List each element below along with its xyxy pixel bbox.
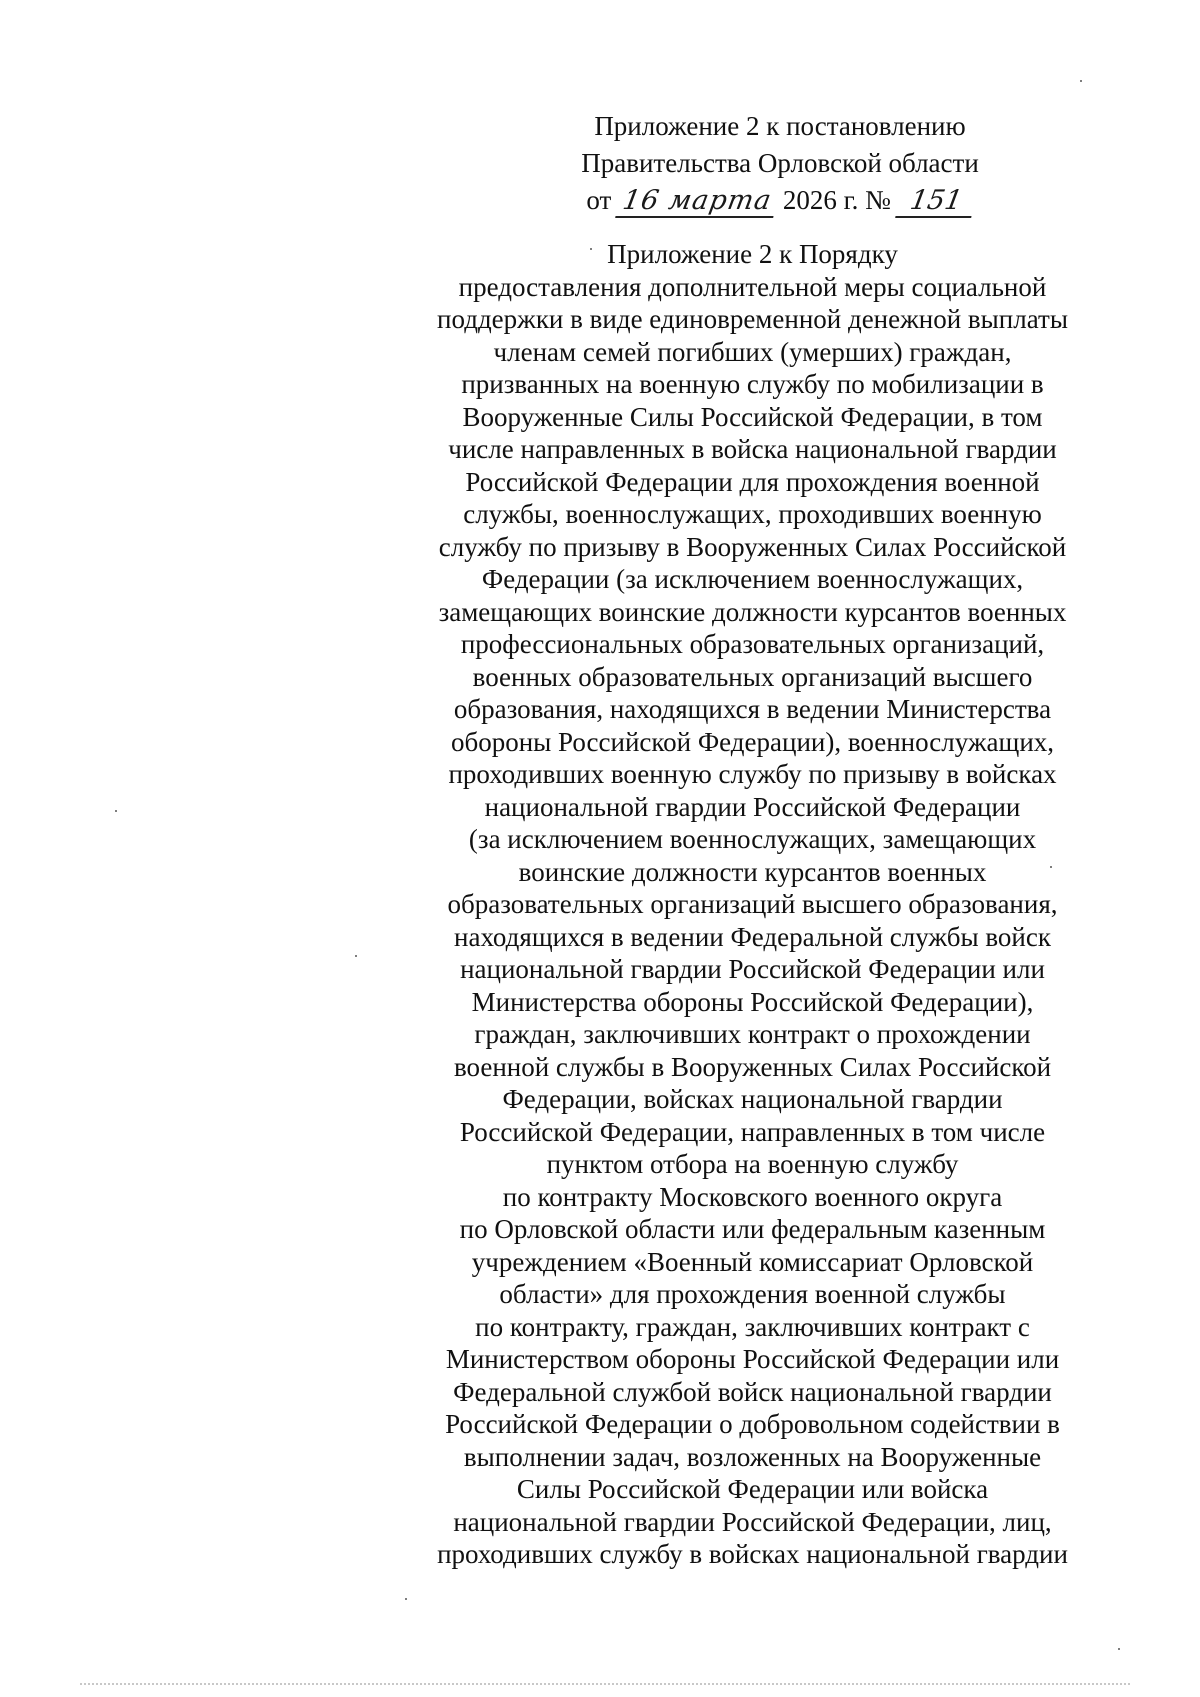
appendix-heading bbox=[400, 238, 1105, 1571]
appendix-title-line: Приложение 2 к Порядку bbox=[607, 239, 898, 269]
appendix-line: (за исключением военнослужащих, замещающих bbox=[468, 824, 1037, 854]
appendix-line: пунктом отбора на военную службу bbox=[546, 1149, 959, 1179]
appendix-line: по Орловской области или федеральным казенным bbox=[459, 1214, 1046, 1244]
appendix-line: числе направленных в войска национальной гвардии bbox=[448, 434, 1057, 464]
scan-speck bbox=[355, 955, 357, 957]
scan-speck bbox=[115, 810, 117, 812]
header-date-line bbox=[540, 182, 1020, 219]
appendix-line: граждан, заключивших контракт о прохождении bbox=[474, 1019, 1031, 1049]
appendix-line: Силы Российской Федерации или войска bbox=[516, 1474, 989, 1504]
appendix-line: профессиональных образовательных организаций, bbox=[460, 629, 1045, 659]
scan-speck bbox=[1080, 80, 1082, 82]
appendix-line: национальной гвардии Российской Федерации bbox=[484, 791, 1021, 822]
appendix-line: Российской Федерации о добровольном содействии в bbox=[445, 1409, 1060, 1439]
appendix-line: Министерством обороны Российской Федерации или bbox=[445, 1344, 1060, 1374]
appendix-line: Федерации, войсках национальной гвардии bbox=[502, 1084, 1003, 1114]
appendix-line: членам семей погибших (умерших) граждан, bbox=[493, 336, 1012, 367]
scan-speck bbox=[1118, 1648, 1120, 1650]
appendix-line: выполнении задач, возложенных на Вооруженные bbox=[463, 1441, 1042, 1472]
appendix-line: военной службы в Вооруженных Силах Российской bbox=[453, 1051, 1052, 1082]
appendix-line: Федеральной службой войск национальной гвардии bbox=[453, 1376, 1052, 1407]
date-prefix: от bbox=[586, 185, 612, 215]
appendix-line: находящихся в ведении Федеральной службы войск bbox=[454, 921, 1051, 952]
resolution-reference bbox=[540, 108, 1020, 219]
scan-speck bbox=[1050, 866, 1052, 868]
appendix-line: Российской Федерации для прохождения военной bbox=[465, 466, 1040, 497]
header-line-1: Приложение 2 к постановлению bbox=[594, 111, 966, 141]
header-line-2: Правительства Орловской области bbox=[581, 148, 979, 178]
appendix-line: по контракту, граждан, заключивших контракт с bbox=[475, 1311, 1030, 1342]
appendix-line: службу по призыву в Вооруженных Силах Российской bbox=[438, 531, 1067, 562]
appendix-line: национальной гвардии Российской Федерации или bbox=[460, 954, 1045, 984]
appendix-line: Федерации (за исключением военнослужащих, bbox=[481, 564, 1024, 594]
handwritten-date: 16 марта bbox=[615, 186, 779, 218]
appendix-line: призванных на военную службу по мобилизации в bbox=[461, 369, 1044, 399]
appendix-line: службы, военнослужащих, проходивших военную bbox=[463, 499, 1042, 529]
scan-speck bbox=[405, 1598, 407, 1600]
appendix-line: воинские должности курсантов военных bbox=[518, 856, 987, 887]
scan-speck bbox=[590, 248, 592, 250]
appendix-line: по контракту Московского военного округа bbox=[502, 1181, 1003, 1212]
appendix-line: поддержки в виде единовременной денежной выплаты bbox=[437, 304, 1068, 334]
appendix-line: Министерства обороны Российской Федерации), bbox=[471, 986, 1034, 1017]
handwritten-number: 151 bbox=[895, 186, 977, 218]
appendix-line: обороны Российской Федерации), военнослужащих, bbox=[450, 726, 1055, 757]
year-and-number-label: 2026 г. № bbox=[782, 185, 891, 215]
appendix-line: образовательных организаций высшего образования, bbox=[447, 889, 1058, 919]
appendix-line: области» для прохождения военной службы bbox=[499, 1279, 1006, 1309]
scan-edge bbox=[80, 1683, 1130, 1685]
appendix-line: национальной гвардии Российской Федерации, лиц, bbox=[453, 1506, 1052, 1537]
appendix-line: предоставления дополнительной меры социальной bbox=[458, 271, 1047, 302]
appendix-line: Вооруженные Силы Российской Федерации, в том bbox=[462, 401, 1043, 432]
appendix-line: образования, находящихся в ведении Министерства bbox=[453, 694, 1052, 724]
appendix-line: Российской Федерации, направленных в том числе bbox=[459, 1116, 1046, 1147]
appendix-line: замещающих воинские должности курсантов военных bbox=[438, 596, 1067, 627]
appendix-line: учреждением «Военный комиссариат Орловской bbox=[471, 1246, 1034, 1277]
appendix-line: проходивших военную службу по призыву в войсках bbox=[448, 759, 1057, 789]
appendix-line: военных образовательных организаций высшего bbox=[472, 661, 1033, 692]
appendix-line: проходивших службу в войсках национальной гвардии bbox=[437, 1539, 1068, 1569]
